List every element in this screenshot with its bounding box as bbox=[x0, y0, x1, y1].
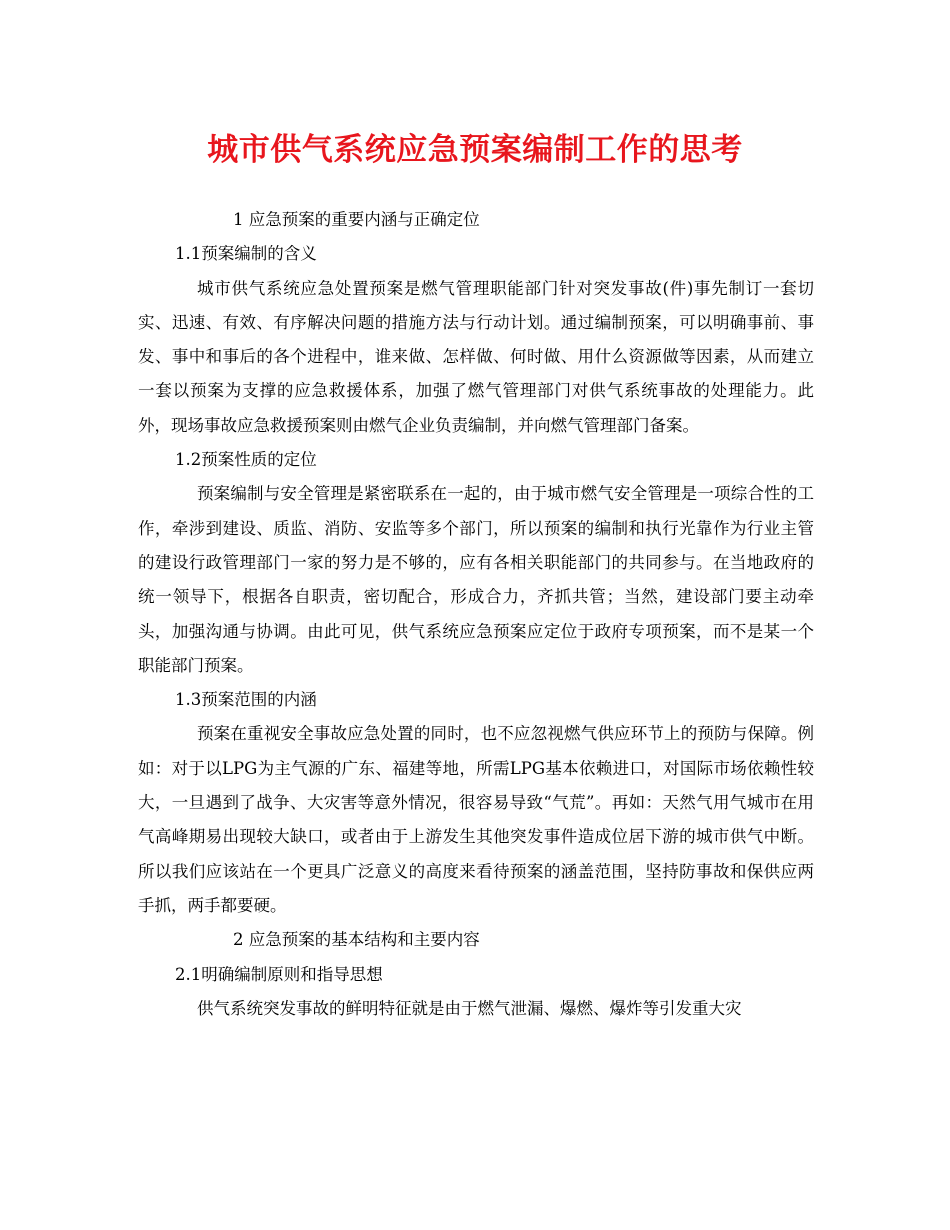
document-body bbox=[138, 203, 814, 1026]
subsection-heading: 1.2预案性质的定位 bbox=[175, 450, 317, 470]
document-title: 城市供气系统应急预案编制工作的思考 bbox=[207, 132, 743, 168]
paragraph: 城市供气系统应急处置预案是燃气管理职能部门针对突发事故(件)事先制订一套切实、迅速、有效、有序解决问题的措施方法与行动计划。通过编制预案，可以明确事前、事发、事中和事后的各个进程中，谁来做、怎样做、何时做、用什么资源做等因素，从而建立一套以预案为支撑的应急救援体系，加强了燃气管理部门对供气系统事故的处理能力。此外，现场事故应急救援预案则由燃气企业负责编制，并向燃气管理部门备案。 bbox=[138, 278, 814, 435]
subsection-heading: 1.3预案范围的内涵 bbox=[175, 690, 317, 710]
paragraph: 预案在重视安全事故应急处置的同时，也不应忽视燃气供应环节上的预防与保障。例如：对于以LPG为主气源的广东、福建等地，所需LPG基本依赖进口，对国际市场依赖性较大，一旦遇到了战争、大灾害等意外情况，很容易导致“气荒”。再如：天然气用气城市在用气高峰期易出现较大缺口，或者由于上游发生其他突发事件造成位居下游的城市供气中断。所以我们应该站在一个更具广泛意义的高度来看待预案的涵盖范围，坚持防事故和保供应两手抓，两手都要硬。 bbox=[138, 724, 814, 915]
paragraph: 预案编制与安全管理是紧密联系在一起的，由于城市燃气安全管理是一项综合性的工作，牵涉到建设、质监、消防、安监等多个部门，所以预案的编制和执行光靠作为行业主管的建设行政管理部门一家的努力是不够的，应有各相关职能部门的共同参与。在当地政府的统一领导下，根据各自职责，密切配合，形成合力，齐抓共管；当然，建设部门要主动牵头，加强沟通与协调。由此可见，供气系统应急预案应定位于政府专项预案，而不是某一个职能部门预案。 bbox=[138, 484, 814, 675]
subsection-heading: 1.1预案编制的含义 bbox=[175, 244, 317, 264]
section-heading: 2 应急预案的基本结构和主要内容 bbox=[233, 930, 480, 950]
paragraph: 供气系统突发事故的鲜明特征就是由于燃气泄漏、爆燃、爆炸等引发重大灾 bbox=[197, 998, 742, 1018]
section-heading: 1 应急预案的重要内涵与正确定位 bbox=[233, 210, 480, 229]
subsection-heading: 2.1明确编制原则和指导思想 bbox=[175, 964, 383, 984]
